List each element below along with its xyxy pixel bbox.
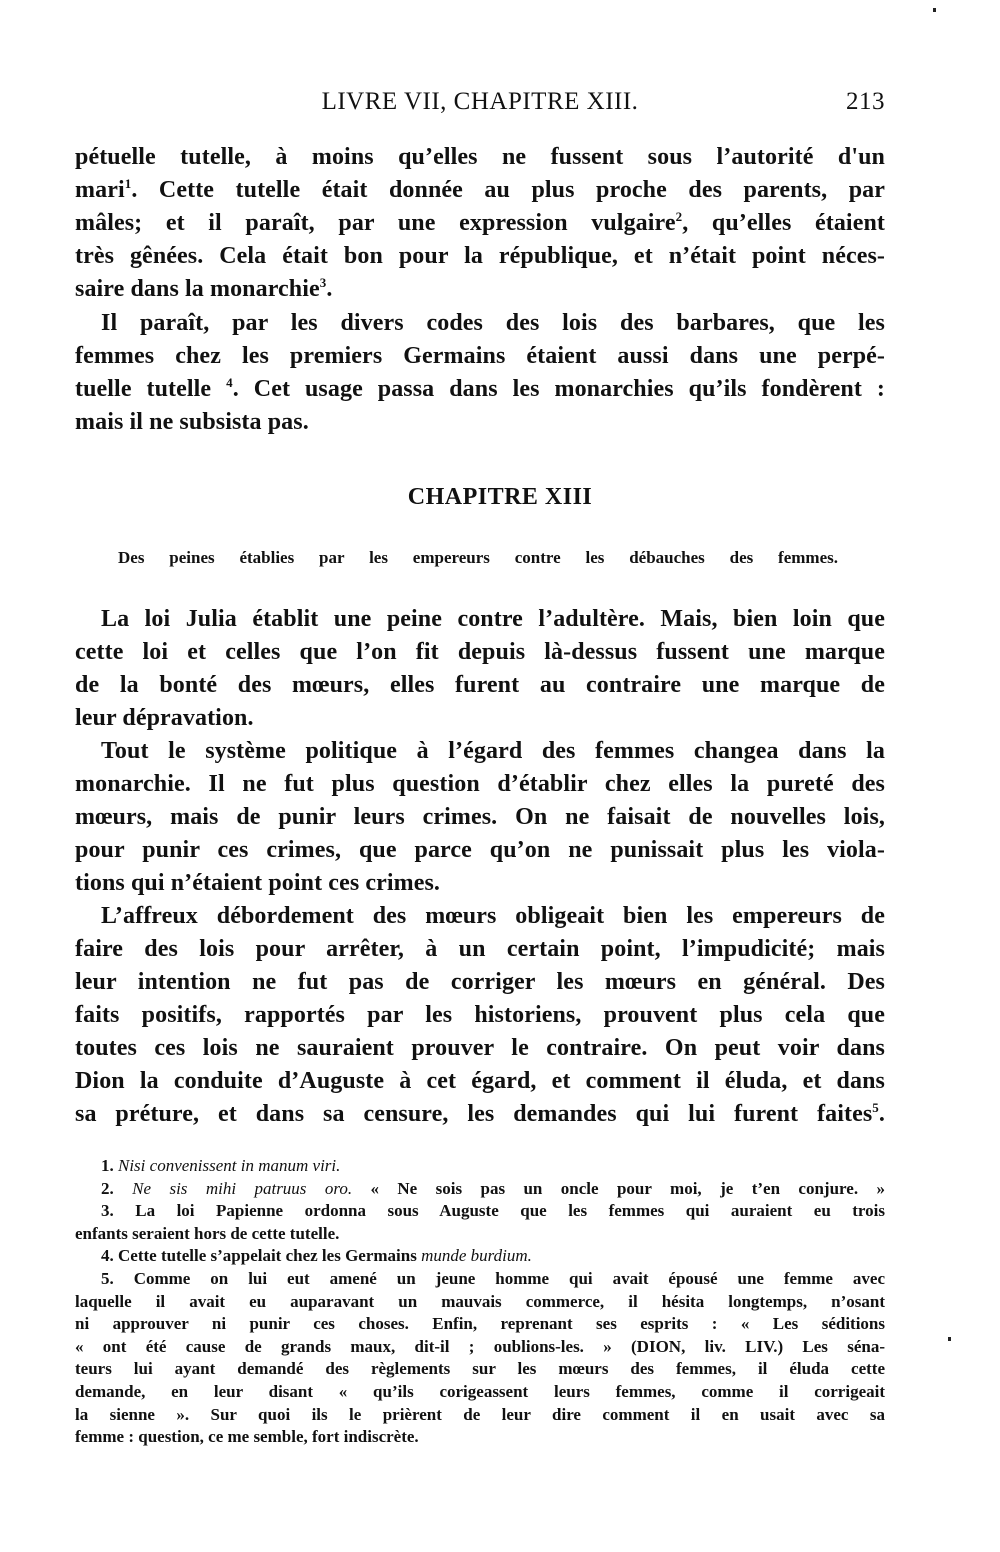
text-line: faits positifs, rapportés par les historiens, prouvent plus cela que — [75, 1002, 885, 1028]
text-line: mœurs, mais de punir leurs crimes. On ne faisait de nouvelles lois, — [75, 804, 885, 830]
footnote-ref[interactable]: 3 — [319, 275, 327, 290]
footnote-5-cont: ni approuver ni punir ces choses. Enfin, reprenant ses esprits : « Les séditions — [75, 1314, 885, 1334]
text-line: Tout le système politique à l’égard des femmes changea dans la — [101, 738, 885, 764]
text-line: saire dans la monarchie$^3$. — [75, 275, 333, 302]
text-line: mâles; et il paraît, par une expression vulgaire$^2$, qu’elles étaient — [75, 209, 885, 236]
text-line: sa préture, et dans sa censure, les demandes qui lui furent faites$^5$. — [75, 1100, 885, 1127]
paragraph-continued — [75, 141, 885, 306]
paragraph — [75, 307, 885, 439]
paragraph — [75, 900, 885, 1131]
text-line: Il paraît, par les divers codes des lois des barbares, que les — [101, 310, 885, 336]
text-line: femmes chez les premiers Germains étaient aussi dans une perpé- — [75, 343, 885, 369]
chapter-subtitle: Des peines établies par les empereurs contre les débauches des femmes. — [118, 548, 838, 567]
footnote-5-cont: femme : question, ce me semble, fort indiscrète. — [75, 1427, 419, 1447]
paragraph — [75, 735, 885, 900]
page-number: 213 — [846, 88, 885, 115]
text-line: très gênées. Cela était bon pour la république, et n’était point néces- — [75, 243, 885, 269]
text-line: L’affreux débordement des mœurs obligeait bien les empereurs de — [101, 903, 885, 929]
text-line: pour punir ces crimes, que parce qu’on ne punissait plus les viola- — [75, 837, 885, 863]
footnote-4: 4. Cette tutelle s’appelait chez les Germains munde burdium. — [101, 1246, 532, 1266]
text-line: pétuelle tutelle, à moins qu’elles ne fussent sous l’autorité d'un — [75, 144, 885, 170]
text-line: mari$^1$. Cette tutelle était donnée au plus proche des parents, par — [75, 176, 885, 203]
text-line: leur intention ne fut pas de corriger les mœurs en général. Des — [75, 969, 885, 995]
footnote-1: 1. Nisi convenissent in manum viri. — [101, 1156, 341, 1175]
text-line: toutes ces lois ne sauraient prouver le contraire. On peut voir dans — [75, 1035, 885, 1061]
chapter-title: CHAPITRE XIII — [407, 484, 593, 510]
footnote-5-cont: laquelle il avait eu auparavant un mauvais commerce, il hésita longtemps, n’osant — [75, 1291, 885, 1311]
scan-speck — [933, 8, 936, 12]
footnote-2: 2. Ne sis mihi patruus oro. « Ne sois pas un oncle pour moi, je t’en conjure. » — [101, 1178, 885, 1198]
paragraph — [75, 603, 885, 735]
text-line: faire des lois pour arrêter, à un certain point, l’impudicité; mais — [75, 936, 885, 962]
text-line: de la bonté des mœurs, elles furent au contraire une marque de — [75, 672, 885, 698]
footnote-5-cont: « ont été cause de grands maux, dit-il ; oublions-les. » (DION, liv. LIV.) Les séna- — [75, 1336, 885, 1356]
running-head-title: LIVRE VII, CHAPITRE XIII. — [321, 88, 639, 115]
footnote-5-cont: teurs lui ayant demandé des règlements sur les mœurs des femmes, il éluda cette — [75, 1359, 885, 1379]
text-line: tions qui n’étaient point ces crimes. — [75, 870, 441, 896]
footnote-3: 3. La loi Papienne ordonna sous Auguste que les femmes qui auraient eu trois — [101, 1201, 886, 1221]
text-line: monarchie. Il ne fut plus question d’établir chez elles la pureté des — [75, 771, 885, 797]
footnote-ref[interactable]: 2 — [675, 209, 683, 224]
scan-speck — [948, 1337, 951, 1341]
footnote-5-cont: la sienne ». Sur quoi ils le prièrent de leur dire comment il en usait avec sa — [75, 1404, 885, 1424]
text-line: Dion la conduite d’Auguste à cet égard, et comment il éluda, et dans — [75, 1068, 885, 1094]
text-line: leur dépravation. — [75, 705, 254, 731]
footnote-ref[interactable]: 4 — [226, 375, 233, 390]
text-line: cette loi et celles que l’on fit depuis là-dessus fussent une marque — [75, 639, 885, 665]
footnote-ref[interactable]: 5 — [872, 1100, 879, 1115]
footnote-5: 5. Comme on lui eut amené un jeune homme qui avait épousé une femme avec — [101, 1268, 886, 1288]
text-line: mais il ne subsista pas. — [75, 409, 309, 435]
footnote-3-cont: enfants seraient hors de cette tutelle. — [75, 1223, 340, 1243]
footnote-ref[interactable]: 1 — [124, 176, 132, 191]
footnotes — [75, 1155, 885, 1449]
text-line: La loi Julia établit une peine contre l’adultère. Mais, bien loin que — [101, 606, 885, 632]
running-head — [75, 88, 885, 120]
text-line: tuelle tutelle $^4$. Cet usage passa dans les monarchies qu’ils fondèrent : — [75, 375, 886, 402]
footnote-5-cont: demande, en leur disant « qu’ils corigeassent leurs femmes, comme il corrigeait — [75, 1381, 885, 1401]
